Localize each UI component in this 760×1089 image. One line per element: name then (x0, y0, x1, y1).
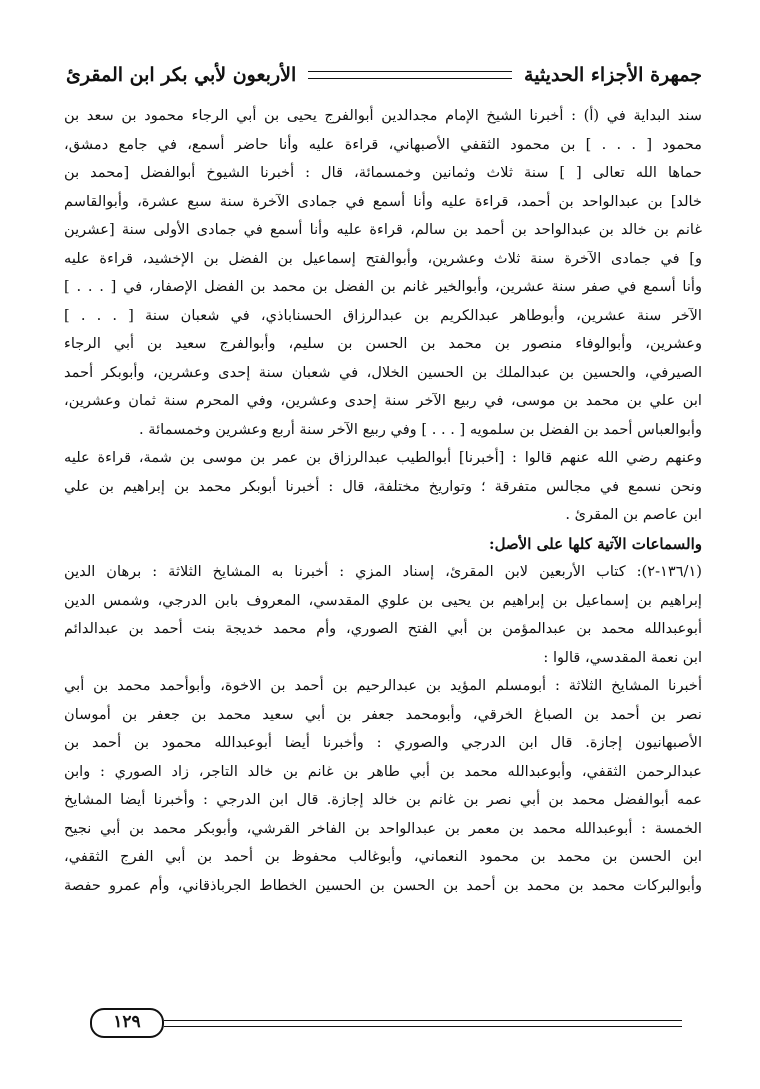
part-title: الأربعون لأبي بكر ابن المقرئ (66, 64, 297, 86)
text-line: محمود [ . . . ] بن محمود الثقفي الأصبهاني، قراءة عليه وأنا حاضر أسمع، في جامع دمشق، (64, 135, 702, 153)
text-line: وعنهم رضي الله عنهم قالوا : [أخبرنا] أبوالطيب عبدالرزاق بن عمر بن موسى بن شمة، قراءة عليه (64, 449, 702, 466)
text-line: ونحن نسمع في مجالس متفرقة ؛ وتواريخ مختلفة، قال : أخبرنا أبوبكر محمد بن إبراهيم بن علي (64, 477, 702, 495)
text-line: خالد] بن عبدالواحد بن أحمد، قراءة عليه وأنا أسمع في جمادى الآخرة سنة سبع عشرة، وأبوالقاسم (64, 192, 702, 210)
text-line: وأبوالبركات محمد بن محمد بن أحمد بن الحسن بن الحسين الخطاط الجرباذقاني، وأم عمرو حفصة (64, 876, 702, 894)
section-heading: والسماعات الآتية كلها على الأصل: (489, 534, 702, 553)
text-line: إبراهيم بن إسماعيل بن إبراهيم بن يحيى بن علوي المقدسي، المعروف بابن الدرجي، وشمس الدين (64, 591, 702, 609)
page-footer (84, 1008, 682, 1038)
text-line: ابن نعمة المقدسي، قالوا : (543, 648, 702, 666)
running-header (66, 58, 702, 92)
text-line: أبوعبدالله محمد بن عبدالمؤمن بن أبي الفتح الصوري، وأم محمد خديجة بنت أحمد بن عبدالدائم (64, 620, 702, 637)
text-line: (١٣٦/١-٢): كتاب الأربعين لابن المقرئ، إسناد المزي : أخبرنا به المشايخ الثلاثة : برهان الدين (64, 563, 702, 580)
text-line: عبدالرحمن الثقفي، وأبوعبدالله محمد بن أبي طاهر بن غانم بن خالد التاجر، زاد الصوري : وابن (64, 762, 702, 780)
text-line: ابن عاصم بن المقرئ . (565, 506, 702, 523)
text-line: نصر بن أحمد بن الصباغ الخرقي، وأبومحمد جعفر بن أبي سعيد محمد بن جعفر بن أموسان (64, 705, 702, 723)
text-line: وأنا أسمع في صفر سنة عشرين، وأبوالخير غانم بن الفضل بن محمد بن الفضل الإصفار، في [ . . . ] (64, 278, 702, 295)
footer-double-rule (164, 1020, 682, 1027)
text-line: غانم بن خالد بن عبدالواحد بن أحمد بن سالم، قراءة عليه وأنا أسمع في جمادى الأولى سنة [عشرين (64, 221, 702, 238)
page-number: ١٢٩ (90, 1008, 164, 1038)
text-line: سند البداية في (أ) : أخبرنا الشيخ الإمام مجدالدين أبوالفرج يحيى بن أبي الرجاء محمود بن سعد بن (64, 107, 702, 124)
page-body (64, 102, 702, 900)
text-line: وعشرين، وأبوالوفاء منصور بن محمد بن الحسن بن سليم، وأبوالفرج سعيد بن أبي الرجاء (64, 335, 702, 352)
header-double-rule (308, 71, 512, 79)
text-line: ابن الحسن بن محمد بن محمود النعماني، وأبوغالب محفوظ بن أحمد بن أبي الفرج الثقفي، (64, 848, 702, 865)
text-line: الصيرفي، والحسين بن عبدالملك بن الحسين الخلال، في شعبان سنة إحدى وعشرين، وأبوبكر أحمد (64, 363, 702, 381)
text-line: ابن علي بن محمد بن موسى، في ربيع الآخر سنة إحدى وعشرين، وفي المحرم سنة ثمان وعشرين، (64, 392, 702, 409)
text-line: حماها الله تعالى [ ] سنة ثلاث وثمانين وخمسمائة، قال : أخبرنا الشيوخ أبوالفضل [محمد بن (64, 164, 702, 181)
text-line: و] في جمادى الآخرة سنة ثلاث وعشرين، وأبوالفتح إسماعيل بن الفضل بن الإخشيد، قراءة عليه (64, 249, 702, 267)
text-line: الخمسة : أبوعبدالله محمد بن معمر بن عبدالواحد بن الفاخر القرشي، وأبوبكر محمد بن أبي نجيح (64, 819, 702, 837)
text-line: الآخر سنة عشرين، وأبوطاهر عبدالكريم بن عبدالرزاق الحسناباذي، في شعبان سنة [ . . . ] (64, 306, 702, 324)
text-line: أخبرنا المشايخ الثلاثة : أبومسلم المؤيد بن عبدالرحيم بن أحمد بن الاخوة، وأبوأحمد محمد بن أبي (64, 677, 702, 694)
text-line: الأصبهانيون إجازة. قال ابن الدرجي والصوري : وأخبرنا أيضا أبوعبدالله محمود بن أحمد بن (64, 734, 702, 751)
book-title: جمهرة الأجزاء الحديثية (524, 64, 702, 86)
text-line: عمه أبوالفضل محمد بن أبي نصر بن غانم بن خالد إجازة. قال ابن الدرجي : وأخبرنا أيضا المشايخ (64, 791, 702, 808)
text-line: وأبوالعباس أحمد بن الفضل بن سلمويه [ . . . ] وفي ربيع الآخر سنة أربع وعشرين وخمسمائة . (139, 420, 702, 438)
